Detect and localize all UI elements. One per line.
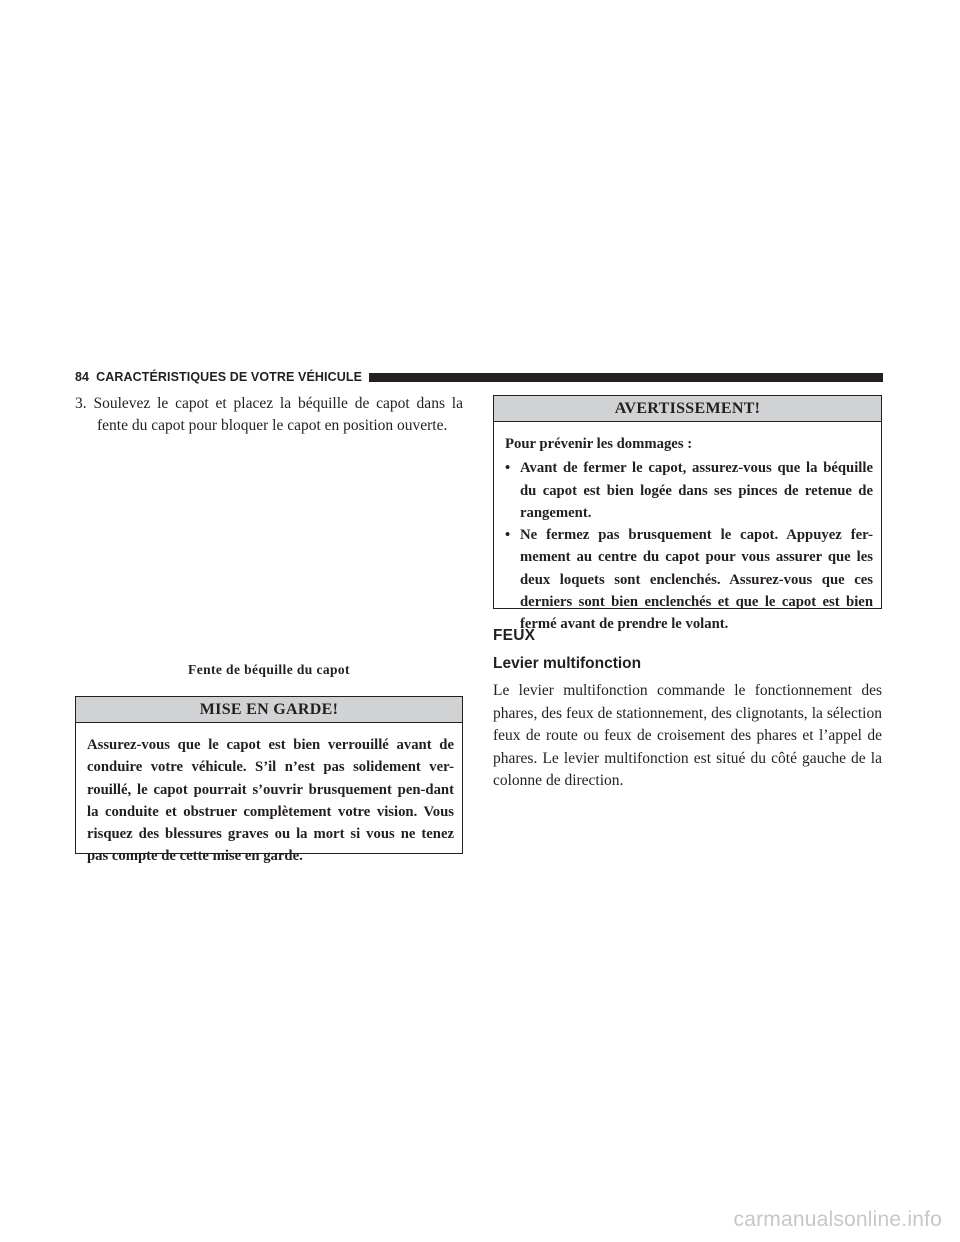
caution-body: Assurez-vous que le capot est bien verrouillé avant de conduire votre véhicule. S’il n’est pas solidement ver-rouillé, le capot pourrait s’ouvrir brusquement pen-dant la conduite et obstruer complètement votre vision. Vous risquez des blessures graves ou la mort si vous ne tenez pas compte de cette mise en garde. xyxy=(87,737,454,865)
page-number: 84 xyxy=(75,370,90,384)
warning-body xyxy=(494,422,881,636)
caution-title: MISE EN GARDE! xyxy=(76,697,462,723)
warning-bullet-text: Ne fermez pas brusquement le capot. Appuyez fer-mement au centre du capot pour vous assurer que les deux loquets sont enclenchés. Assurez-vous que ces derniers sont bien enclenchés et que le capot est bien fermé avant de prendre le volant. xyxy=(520,527,873,633)
watermark: carmanualsonline.info xyxy=(733,1208,942,1231)
warning-bullet-text: Avant de fermer le capot, assurez-vous que la béquille du capot est bien logée dans ses pinces de retenue de rangement. xyxy=(520,460,873,521)
section-title: CARACTÉRISTIQUES DE VOTRE VÉHICULE xyxy=(96,370,363,384)
warning-box xyxy=(493,395,882,633)
warning-lead: Pour prévenir les dommages : xyxy=(505,436,693,452)
bullet-icon: • xyxy=(505,460,511,477)
figure-caption: Fente de béquille du capot xyxy=(188,662,350,677)
warning-list xyxy=(505,457,873,635)
body-paragraph: Le levier multifonction commande le fonctionnement des phares, des feux de stationnement, des clignotants, la sélection feux de route ou feux de croisement des phares et l’appel de phares. Le levier multifonction est situé du côté gauche de la colonne de direction. xyxy=(493,682,882,789)
section-heading: FEUX xyxy=(493,627,536,644)
step-3-text: 3. Soulevez le capot et placez la béquille de capot dans la fente du capot pour bloquer le capot en position ouverte. xyxy=(75,395,463,434)
sub-heading: Levier multifonction xyxy=(493,655,642,672)
caution-box xyxy=(75,696,463,865)
warning-bullet-item xyxy=(505,457,873,524)
warning-bullet-item xyxy=(505,524,873,635)
running-header xyxy=(75,368,883,386)
bullet-icon: • xyxy=(505,527,511,544)
figure-image-area xyxy=(75,445,463,645)
warning-title: AVERTISSEMENT! xyxy=(494,396,881,422)
header-rule xyxy=(369,373,883,382)
